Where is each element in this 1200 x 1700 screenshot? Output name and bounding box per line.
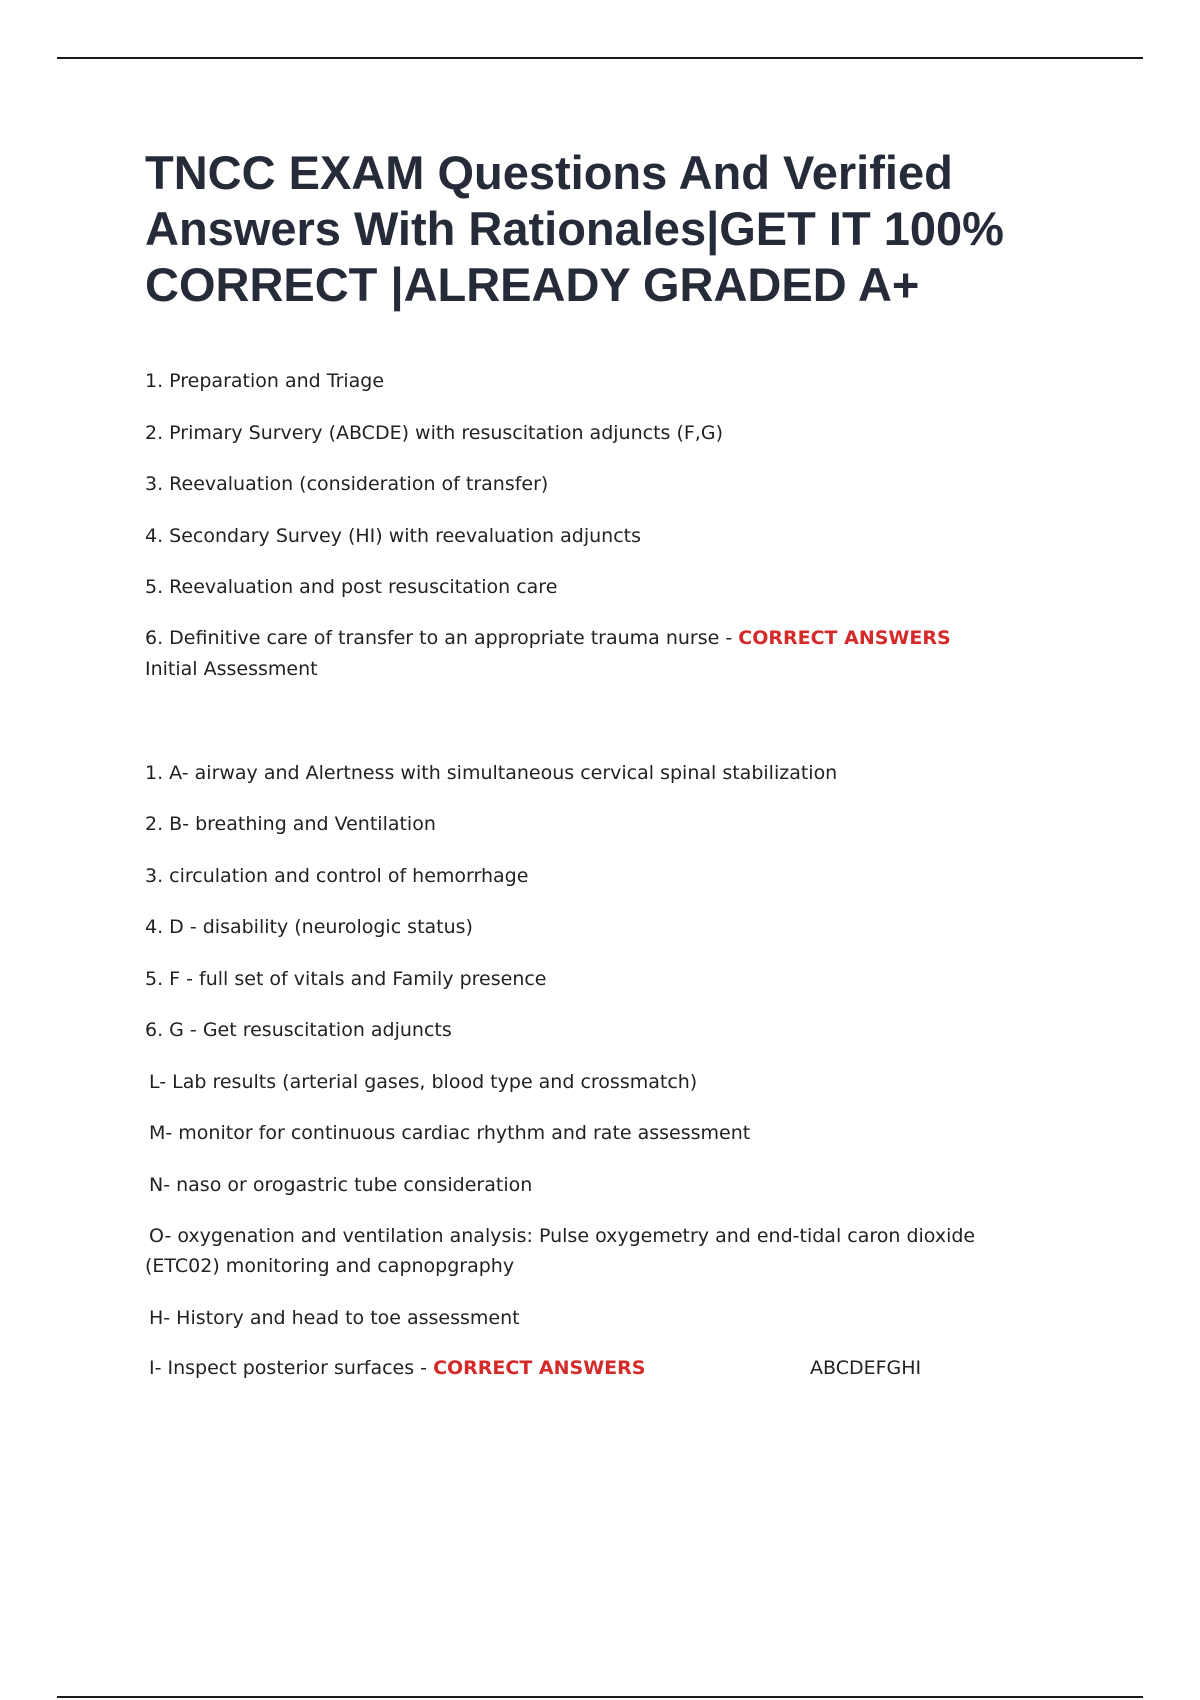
q1-item-6-text: 6. Definitive care of transfer to an appropriate trauma nurse - — [145, 627, 739, 649]
q2-last-item — [149, 1353, 645, 1383]
q2-adjunct-m: M- monitor for continuous cardiac rhythm and rate assessment — [149, 1122, 751, 1144]
bottom-rule — [57, 1696, 1143, 1698]
q2-last-item-text: I- Inspect posterior surfaces - — [149, 1357, 434, 1379]
q2-adjunct-l: L- Lab results (arterial gases, blood type and crossmatch) — [149, 1071, 698, 1093]
q1-item-1: 1. Preparation and Triage — [145, 370, 385, 392]
top-rule — [57, 57, 1143, 59]
q1-item-4: 4. Secondary Survey (HI) with reevaluation adjuncts — [145, 525, 641, 547]
q2-adjunct-o: O- oxygenation and ventilation analysis: Pulse oxygemetry and end-tidal caron dioxide (ETC02) monitoring and capnopgraphy — [145, 1225, 976, 1277]
q2-item-5: 5. F - full set of vitals and Family presence — [145, 968, 547, 990]
q2-item-6: 6. G - Get resuscitation adjuncts — [145, 1019, 452, 1041]
q2-item-3: 3. circulation and control of hemorrhage — [145, 865, 529, 887]
q2-adjunct-n: N- naso or orogastric tube consideration — [149, 1174, 533, 1196]
q2-history-item: H- History and head to toe assessment — [149, 1307, 520, 1329]
q1-item-3: 3. Reevaluation (consideration of transfer) — [145, 473, 549, 495]
q1-correct-answers-label: CORRECT ANSWERS — [738, 627, 951, 649]
q1-answer: Initial Assessment — [145, 658, 318, 680]
q2-answer: ABCDEFGHI — [810, 1357, 922, 1379]
q1-item-5: 5. Reevaluation and post resuscitation care — [145, 576, 558, 598]
q2-item-4: 4. D - disability (neurologic status) — [145, 916, 473, 938]
q2-item-1: 1. A- airway and Alertness with simultaneous cervical spinal stabilization — [145, 762, 838, 784]
q1-item-2: 2. Primary Survery (ABCDE) with resuscitation adjuncts (F,G) — [145, 422, 723, 444]
q2-correct-answers-label: CORRECT ANSWERS — [433, 1357, 646, 1379]
q2-item-2: 2. B- breathing and Ventilation — [145, 813, 436, 835]
document-title: TNCC EXAM Questions And Verified Answers With Rationales|GET IT 100% CORRECT |ALREADY GRADED A+ — [145, 146, 1004, 311]
q1-item-6 — [145, 623, 951, 653]
